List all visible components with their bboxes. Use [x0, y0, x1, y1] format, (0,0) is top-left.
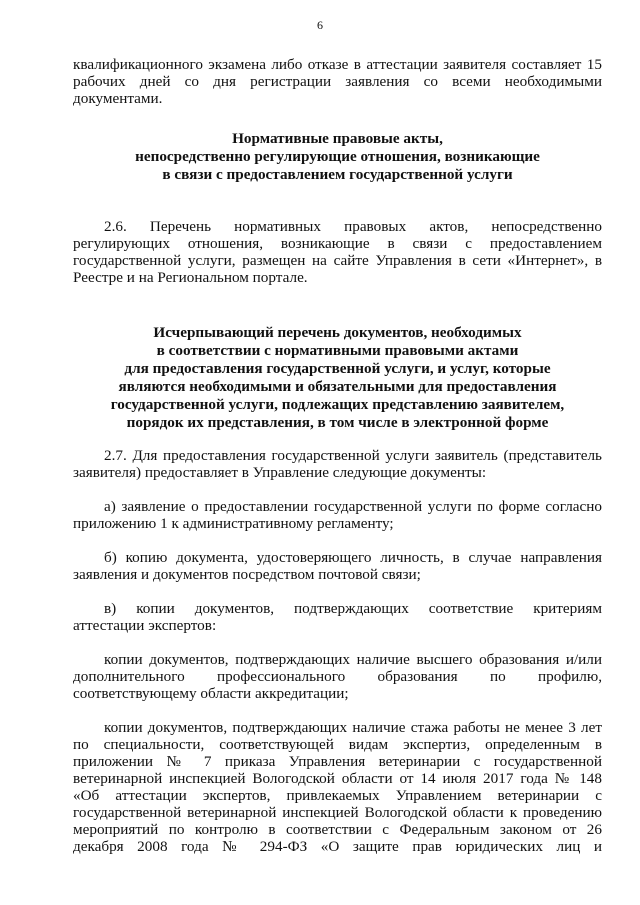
text-line: мероприятий по контролю в соответствии с Федеральным законом от 26	[73, 821, 602, 838]
section-heading-legal-acts	[73, 130, 602, 184]
section-heading-documents	[73, 324, 602, 432]
text-line: заявителя) предоставляет в Управление следующие документы:	[73, 464, 487, 481]
paragraph-2-7	[73, 447, 602, 481]
text-line: ветеринарной инспекцией Вологодской области от 14 июля 2017 года № 148	[73, 770, 602, 787]
heading-line: в связи с предоставлением государственной услуги	[162, 166, 513, 183]
text-line: декабря 2008 года № 294-ФЗ «О защите прав юридических лиц и	[73, 838, 602, 855]
text-line: дополнительного профессионального образования по профилю,	[73, 668, 602, 685]
heading-line: государственной услуги, подлежащих представлению заявителем,	[110, 396, 565, 413]
text-line: а) заявление о предоставлении государственной услуги по форме согласно	[104, 498, 602, 515]
text-line: аттестации экспертов:	[73, 617, 217, 634]
text-line: «Об аттестации экспертов, привлекаемых Управлением ветеринарии с	[73, 787, 602, 804]
paragraph-continuation	[73, 56, 602, 107]
text-line: приложению 1 к административному регламенту;	[73, 515, 394, 532]
list-item-a	[73, 498, 602, 532]
text-line: государственной услуги, размещен на сайте Управления в сети «Интернет», в	[73, 252, 602, 269]
heading-line: являются необходимыми и обязательными для предоставления	[118, 378, 557, 395]
heading-line: Нормативные правовые акты,	[232, 130, 443, 147]
heading-line: в соответствии с нормативными правовыми актами	[156, 342, 519, 359]
heading-line: порядок их представления, в том числе в электронной форме	[126, 414, 549, 431]
text-line: документами.	[73, 90, 163, 107]
text-line: заявления и документов посредством почтовой связи;	[73, 566, 421, 583]
heading-line: непосредственно регулирующие отношения, возникающие	[135, 148, 540, 165]
page-number: 6	[317, 18, 323, 32]
text-line: по специальности, соответствующей видам экспертиз, определенным в	[73, 736, 602, 753]
text-line: 2.7. Для предоставления государственной услуги заявитель (представитель	[104, 447, 602, 464]
text-line: копии документов, подтверждающих наличие стажа работы не менее 3 лет	[104, 719, 602, 736]
text-line: в) копии документов, подтверждающих соответствие критериям	[104, 600, 602, 617]
text-line: Реестре и на Региональном портале.	[73, 269, 308, 286]
heading-line: для предоставления государственной услуги, и услуг, которые	[124, 360, 551, 377]
text-line: б) копию документа, удостоверяющего личность, в случае направления	[104, 549, 602, 566]
list-item-c	[73, 600, 602, 634]
sub-item-experience	[73, 719, 602, 855]
list-item-b	[73, 549, 602, 583]
paragraph-2-6	[73, 218, 602, 286]
text-line: копии документов, подтверждающих наличие высшего образования и/или	[104, 651, 602, 668]
text-line: соответствующему области аккредитации;	[73, 685, 349, 702]
document-body	[73, 56, 602, 855]
text-line: регулирующих отношения, возникающие в связи с предоставлением	[73, 235, 602, 252]
text-line: государственной ветеринарной инспекцией Вологодской области к проведению	[73, 804, 602, 821]
text-line: 2.6. Перечень нормативных правовых актов, непосредственно	[104, 218, 602, 235]
heading-line: Исчерпывающий перечень документов, необходимых	[153, 324, 522, 341]
text-line: приложении № 7 приказа Управления ветеринарии с государственной	[73, 753, 602, 770]
text-line: рабочих дней со дня регистрации заявления со всеми необходимыми	[73, 73, 602, 90]
text-line: квалификационного экзамена либо отказе в аттестации заявителя составляет 15	[73, 56, 602, 73]
sub-item-education	[73, 651, 602, 702]
